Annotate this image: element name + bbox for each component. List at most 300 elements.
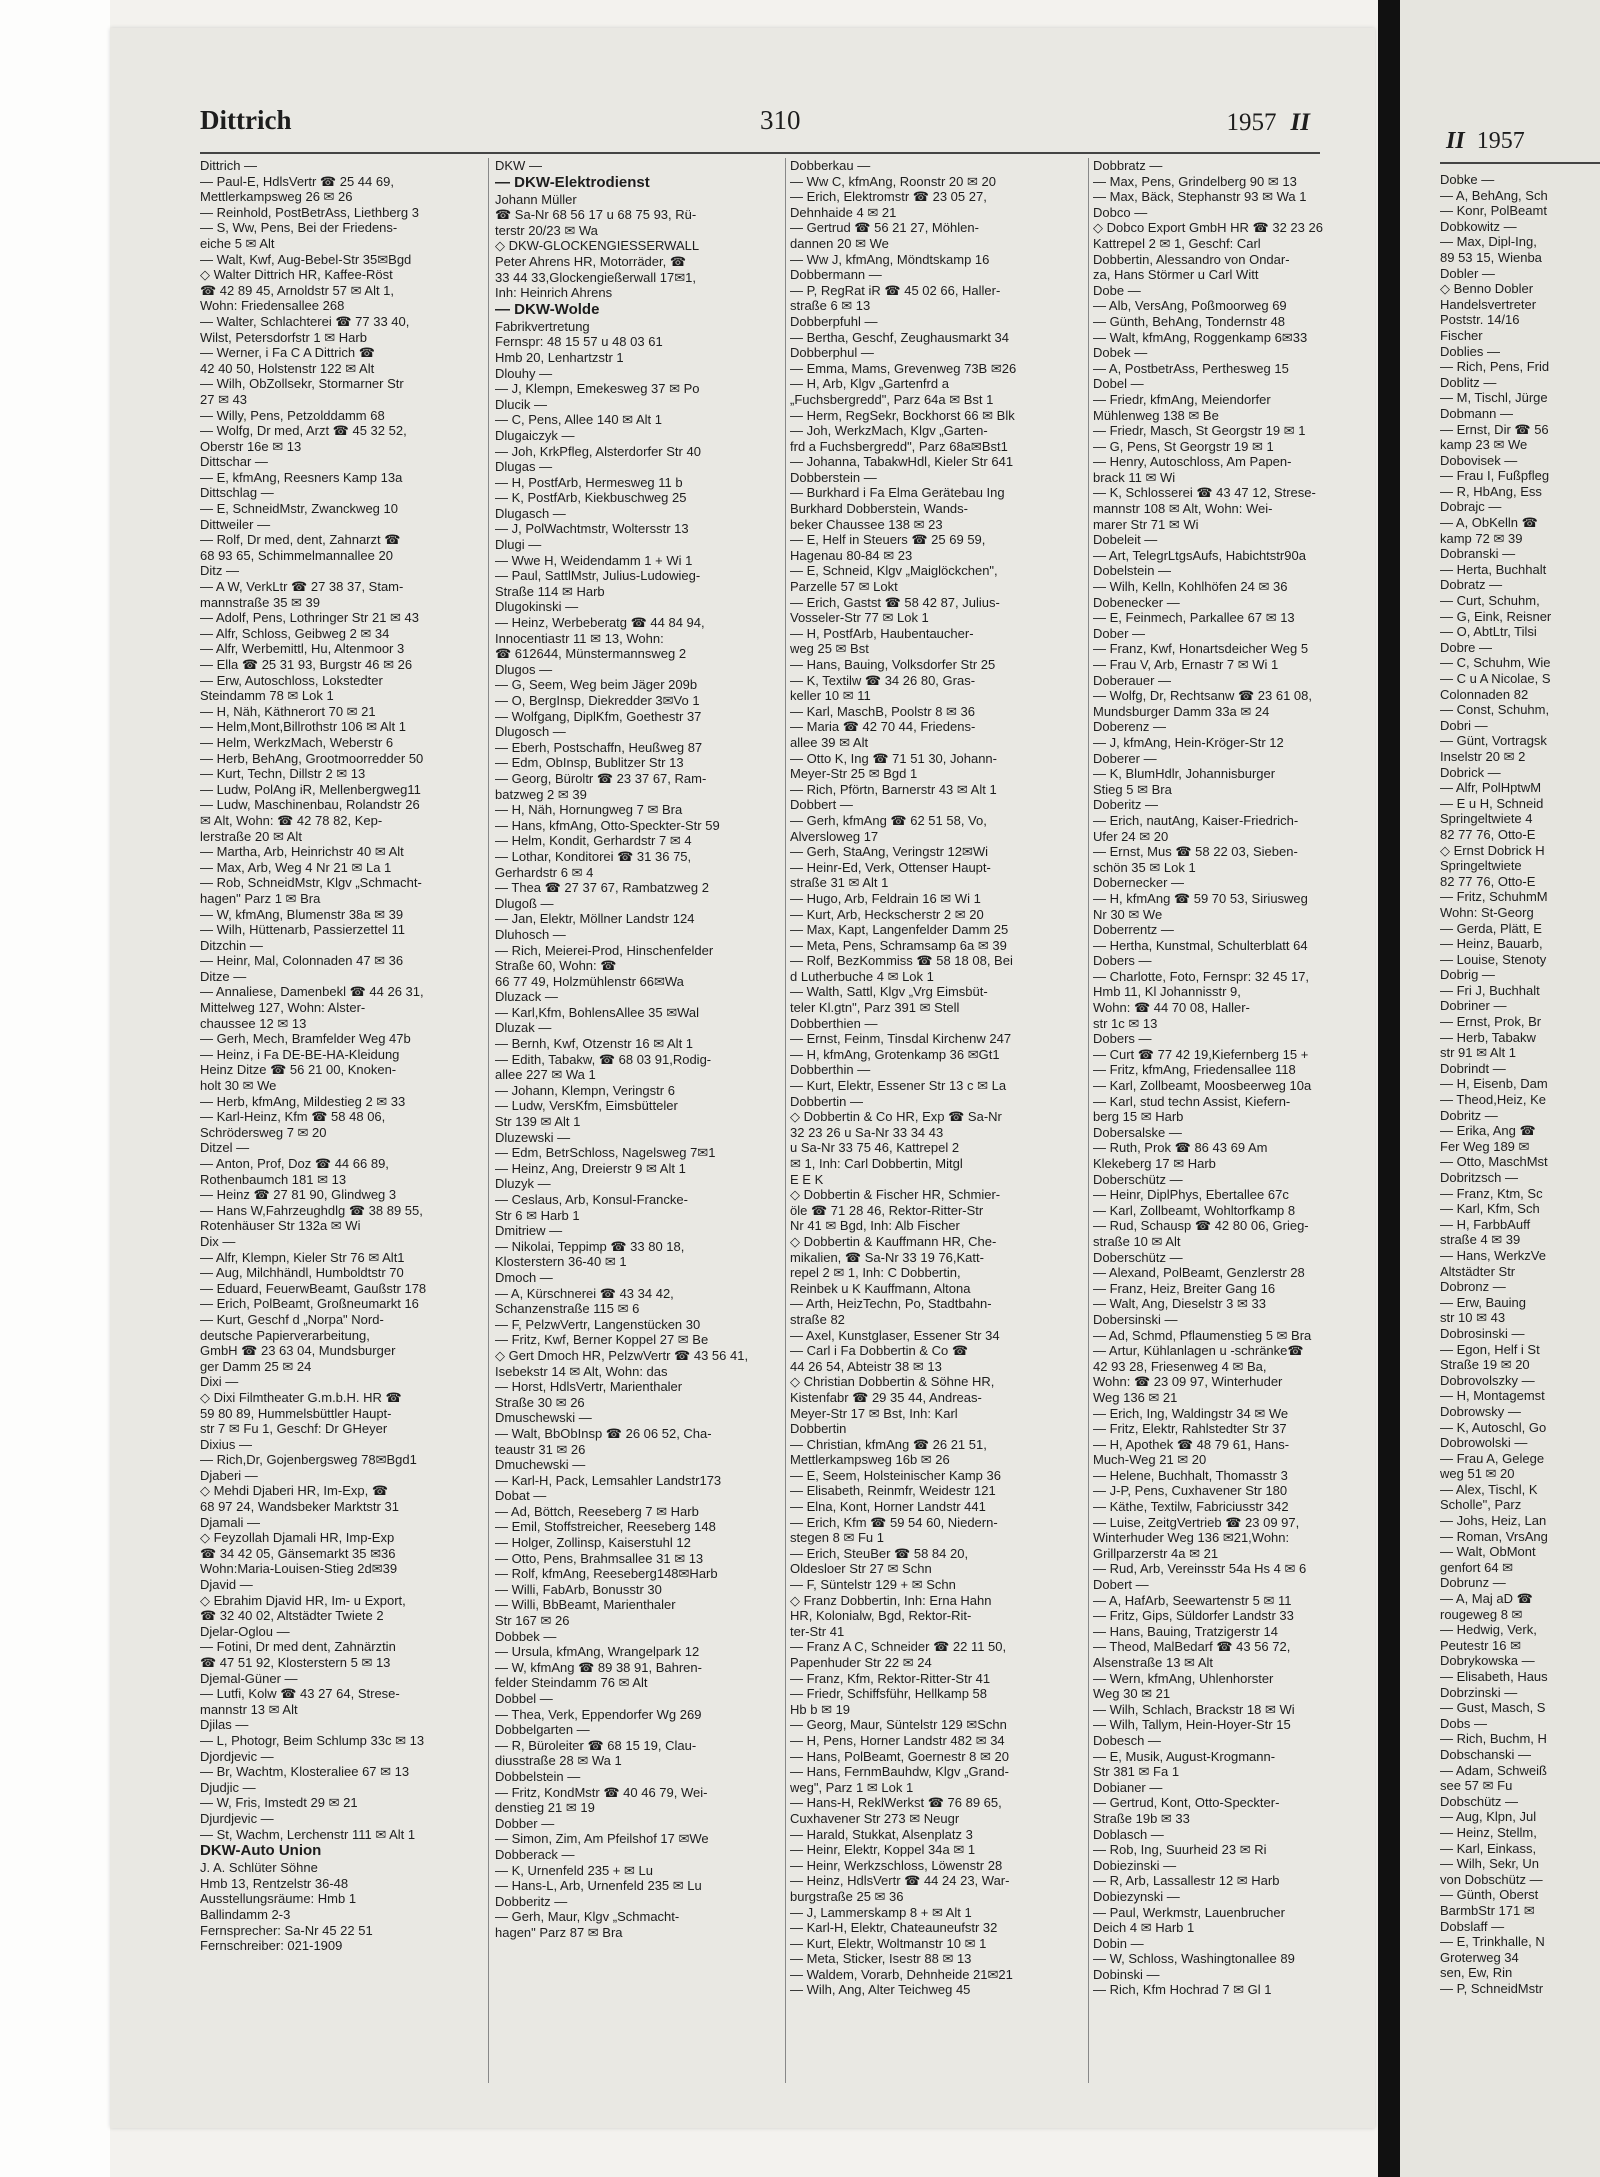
directory-entry: Nr 30 ✉ We [1093,906,1163,922]
directory-entry: Straße 60, Wohn: ☎ [495,958,617,974]
directory-entry: Isebekstr 14 ✉ Alt, Wohn: das [495,1363,668,1379]
directory-entry: — Gust, Masch, S [1440,1700,1546,1716]
directory-entry: — K, Autoschl, Go [1440,1419,1547,1435]
directory-entry: berg 15 ✉ Harb [1093,1109,1184,1125]
directory-entry: — Paul-E, HdlsVertr ☎ 25 44 69, [200,173,394,189]
directory-entry: ☎ Sa-Nr 68 56 17 u 68 75 93, Rü- [495,207,697,223]
year-label: 1957 [1226,109,1277,136]
directory-entry: ◇ DKW-GLOCKENGIESSERWALL [495,238,700,254]
directory-entry: — Karl-H, Elektr, Chateauneufstr 32 [790,1920,998,1936]
directory-entry: — Ww C, kfmAng, Roonstr 20 ✉ 20 [790,173,996,189]
directory-entry: — Curt, Schuhm, [1440,593,1540,609]
directory-entry: — Günth, Oberst [1440,1887,1539,1903]
directory-entry: — Rud, Schausp ☎ 42 80 06, Grieg- [1093,1218,1309,1234]
directory-entry: — Aug, Milchhändl, Humboldtstr 70 [200,1265,404,1281]
directory-entry: — Fritz, KondMstr ☎ 40 46 79, Wei- [495,1784,708,1800]
directory-entry: — Hans, WerkzVe [1440,1247,1546,1263]
directory-entry: marer Str 71 ✉ Wi [1093,516,1199,532]
directory-entry: ◇ Christian Dobbertin & Söhne HR, [790,1374,995,1390]
surname-heading: Dobinski — [1093,1966,1160,1982]
directory-entry: weg 25 ✉ Bst [790,641,869,657]
directory-entry: — Roman, VrsAng [1440,1528,1548,1544]
directory-entry: — Luise, ZeitgVertrieb ☎ 23 09 97, [1093,1514,1300,1530]
directory-entry: ☎ 47 51 92, Klosterstern 5 ✉ 13 [200,1655,391,1670]
directory-entry: Mittelweg 127, Wohn: Alster- [200,1000,366,1016]
directory-entry: — Helm, WerkzMach, Weberstr 6 [200,734,394,750]
directory-entry: — H, FarbbAuff [1440,1216,1531,1232]
page-number: 310 [760,105,801,135]
directory-entry: 68 97 24, Wandsbeker Marktstr 31 [200,1499,399,1515]
directory-entry: — Gertrud, Kont, Otto-Speckter- [1093,1795,1280,1811]
directory-entry: Winterhuder Weg 136 ✉21,Wohn: [1093,1530,1290,1546]
surname-heading: Dixius — [200,1436,253,1452]
directory-entry: — Walt, ObMont [1440,1544,1536,1560]
directory-entry: — Egon, Helf i St [1440,1341,1540,1357]
directory-entry: — Eduard, FeuerwBeamt, Gaußstr 178 [200,1280,427,1296]
directory-entry: Cuxhavener Str 273 ✉ Neugr [790,1810,960,1826]
directory-entry: Dobbertin [790,1421,847,1437]
directory-entry: — Gerh, Mech, Bramfelder Weg 47b [200,1031,411,1047]
directory-entry: — Ernst, Mus ☎ 58 22 03, Sieben- [1093,844,1298,860]
directory-entry: HR, Kolonialw, Bgd, Rektor-Rit- [790,1608,972,1624]
directory-entry: — R, HbAng, Ess [1440,483,1542,499]
directory-entry: — E, Helf in Steuers ☎ 25 69 59, [790,532,986,548]
directory-entry: — K, BlumHdlr, Johannisburger [1093,766,1276,782]
directory-entry: deutsche Papierverarbeitung, [200,1327,370,1343]
surname-heading: Dlouhy — [495,365,553,381]
directory-entry: — C, Schuhm, Wie [1440,655,1551,671]
directory-entry: — Ludw, VersKfm, Eimsbütteler [495,1098,678,1114]
directory-entry: — Wolfg, Dr, Rechtsanw ☎ 23 61 08, [1093,688,1312,704]
directory-entry: — Art, TelegrLtgsAufs, Habichtstr90a [1093,547,1306,563]
directory-entry: — Walt, Ang, Dieselstr 3 ✉ 33 [1093,1296,1266,1312]
directory-entry: — Gerh, StaAng, Veringstr 12✉Wi [790,844,989,860]
surname-heading: Djurdjevic — [200,1810,274,1826]
surname-heading: Dluzyk — [495,1176,551,1192]
directory-entry: — Kurt, Techn, Dillstr 2 ✉ 13 [200,766,366,782]
directory-entry: — Charlotte, Foto, Fernspr: 32 45 17, [1093,968,1310,984]
directory-entry: — Theod,Heiz, Ke [1440,1092,1546,1108]
directory-entry: — Hans-H, ReklWerkst ☎ 76 89 65, [790,1795,1002,1811]
surname-heading: Dobbratz — [1093,158,1163,173]
directory-entry: — Konr, PolBeamt [1440,203,1547,219]
directory-entry: Much-Weg 21 ✉ 20 [1093,1452,1207,1468]
directory-entry: Burkhard Dobberstein, Wands- [790,501,968,517]
directory-entry: — Elna, Kont, Horner Landstr 441 [790,1499,986,1515]
directory-entry: — Frau A, Gelege [1440,1450,1545,1466]
surname-heading: Djaberi — [200,1467,258,1483]
directory-entry: Wohn: Friedensallee 268 [200,298,345,314]
directory-entry: Oberstr 16e ✉ 13 [200,438,302,454]
directory-entry: — Alexand, PolBeamt, Genzlerstr 28 [1093,1265,1305,1281]
next-year-label: 1957 [1476,128,1525,154]
directory-entry: Str 6 ✉ Harb 1 [495,1207,580,1223]
directory-entry: — Heinr, Mal, Colonnaden 47 ✉ 36 [200,953,404,969]
directory-entry: Grillparzerstr 4a ✉ 21 [1093,1545,1219,1561]
directory-entry: — Hans, PolBeamt, Goernestr 8 ✉ 20 [790,1748,1009,1764]
directory-entry: — P, RegRat iR ☎ 45 02 66, Haller- [790,282,1001,298]
directory-entry: — A, PostbetrAss, Perthesweg 15 [1093,360,1289,376]
directory-entry: — Otto, Pens, Brahmsallee 31 ✉ 13 [495,1550,704,1566]
directory-entry: Steindamm 78 ✉ Lok 1 [200,688,334,704]
directory-entry: — Elisabeth, Haus [1440,1669,1548,1684]
directory-entry: repel 2 ✉ 1, Inh: C Dobbertin, [790,1265,961,1281]
surname-heading: Djemal-Güner — [200,1670,298,1686]
directory-entry: — Herm, RegSekr, Bockhorst 66 ✉ Blk [790,407,1015,423]
directory-entry: — Helm,Mont,Billrothstr 106 ✉ Alt 1 [200,719,406,735]
directory-entry: Papenhuder Str 22 ✉ 24 [790,1655,932,1670]
directory-entry: ◇ Dobbertin & Co HR, Exp ☎ Sa-Nr [790,1109,1002,1125]
surname-heading: Dobbelstein — [495,1768,581,1784]
surname-heading: Dittrich — [200,158,258,173]
directory-entry: — Ceslaus, Arb, Konsul-Francke- [495,1192,688,1207]
directory-entry: Rothenbaumch 181 ✉ 13 [200,1171,347,1187]
directory-entry: — G, Eink, Reisner [1440,608,1552,624]
surname-heading: Dobek — [1093,345,1148,361]
surname-heading: Dmuschewski — [495,1410,592,1426]
directory-entry: — R, Büroleiter ☎ 68 15 19, Clau- [495,1737,697,1753]
directory-entry: — A W, VerkLtr ☎ 27 38 37, Stam- [200,579,404,595]
directory-entry: — Willy, Pens, Petzolddamm 68 [200,407,385,423]
directory-entry: — Wolfg, Dr med, Arzt ☎ 45 32 52, [200,423,407,439]
directory-entry: — Käthe, Textilw, Fabriciusstr 342 [1093,1499,1289,1515]
surname-heading: Doberrentz — [1093,922,1174,938]
directory-entry: eiche 5 ✉ Alt [200,235,275,251]
directory-entry: Ufer 24 ✉ 20 [1093,828,1169,844]
directory-entry: — Hedwig, Verk, [1440,1622,1537,1638]
directory-entry: — Adolf, Pens, Lothringer Str 21 ✉ 43 [200,610,420,626]
directory-entry: — K, Urnenfeld 235 + ✉ Lu [495,1862,653,1878]
surname-heading: Dobranski — [1440,546,1516,562]
directory-entry: holt 30 ✉ We [200,1078,277,1094]
directory-entry: — Henry, Autoschloss, Am Papen- [1093,454,1292,470]
directory-entry: „Fuchsbergredd", Parz 64a ✉ Bst 1 [790,391,994,407]
directory-entry: — Wern, kfmAng, Uhlenhorster [1093,1670,1274,1686]
directory-entry: — Simon, Zim, Am Pfeilshof 17 ✉We [495,1831,709,1847]
directory-entry: — Friedr, Masch, St Georgstr 19 ✉ 1 [1093,423,1306,439]
surname-heading: Dobiezynski — [1093,1888,1180,1904]
directory-entry: ◇ Dobbertin & Kauffmann HR, Che- [790,1233,997,1249]
directory-entry: dannen 20 ✉ We [790,235,889,251]
directory-entry: — Wilh, Sekr, Un [1440,1856,1539,1872]
surname-heading: Dobratz — [1440,577,1503,593]
directory-entry: — Max, Pens, Grindelberg 90 ✉ 13 [1093,173,1297,189]
surname-heading: Djavid — [200,1577,253,1593]
directory-entry: — Heinz, Ang, Dreierstr 9 ✉ Alt 1 [495,1160,686,1176]
directory-entry: — Artur, Kühlanlagen u -schränke☎ [1093,1343,1304,1359]
directory-entry: — Adam, Schweiß [1440,1762,1547,1778]
directory-entry: — Heinr, Elektr, Koppel 34a ✉ 1 [790,1842,976,1858]
directory-entry: Peutestr 16 ✉ [1440,1637,1521,1653]
directory-entry: ◇ Mehdi Djaberi HR, Im-Exp, ☎ [200,1483,389,1499]
next-part-label: II [1446,128,1465,154]
directory-entry: — Günth, BehAng, Tondernstr 48 [1093,313,1285,329]
directory-entry: — Wilh, Ang, Alter Teichweg 45 [790,1982,971,1998]
surname-heading: Dobelstein — [1093,563,1172,579]
directory-entry: see 57 ✉ Fu [1440,1778,1513,1794]
surname-heading: Dobberitz — [495,1893,568,1909]
next-page-header [1446,128,1525,155]
directory-entry: — H, Eisenb, Dam [1440,1076,1548,1092]
surname-heading: Dluhosch — [495,926,566,942]
directory-entry: — Aug, Klpn, Jul [1440,1809,1537,1825]
directory-entry: — Alb, VersAng, Poßmoorweg 69 [1093,298,1287,314]
directory-entry: — Karl, Zollbeamt, Moosbeerweg 10a [1093,1078,1312,1094]
directory-entry: — Georg, Büroltr ☎ 23 37 67, Ram- [495,770,707,786]
directory-entry: — Franz, Kfm, Rektor-Ritter-Str 41 [790,1670,991,1686]
surname-heading: Dobco — [1093,204,1148,220]
directory-entry: — Alfr, Klempn, Kieler Str 76 ✉ Alt1 [200,1249,405,1265]
directory-entry: ter-Str 41 [790,1623,845,1639]
directory-entry: — Alex, Tischl, K [1440,1481,1538,1497]
surname-heading: Doberschütz — [1093,1171,1183,1187]
directory-entry: Reinbek u K Kauffmann, Altona [790,1280,971,1296]
directory-entry: Rotenhäuser Str 132a ✉ Wi [200,1218,361,1234]
surname-heading: Dmuchewski — [495,1457,586,1473]
directory-entry: — Rich, Pförtn, Barnerstr 43 ✉ Alt 1 [790,781,997,797]
directory-entry: terstr 20/23 ✉ Wa [495,222,598,238]
directory-entry: — Ernst, Feinm, Tinsdal Kirchenw 247 [790,1031,1012,1047]
directory-entry: — Alfr, Schloss, Geibweg 2 ✉ 34 [200,625,390,641]
directory-entry: — Hans, kfmAng, Otto-Speckter-Str 59 [495,817,720,833]
directory-entry: Mühlenweg 138 ✉ Be [1093,407,1219,423]
surname-heading: Dittweiler — [200,516,271,532]
directory-entry: — Paul, SattlMstr, Julius-Ludowieg- [495,568,701,584]
directory-entry: Str 139 ✉ Alt 1 [495,1114,581,1130]
surname-heading: Dobritz — [1440,1107,1498,1123]
directory-entry: 44 26 54, Abteistr 38 ✉ 13 [790,1358,942,1374]
directory-entry: — Rolf, BezKommiss ☎ 58 18 08, Bei [790,953,1013,969]
directory-entry: — Wilh, Schlach, Brackstr 18 ✉ Wi [1093,1701,1295,1717]
directory-entry: — Elisabeth, Reinmfr, Weidestr 121 [790,1483,996,1499]
directory-entry: Hb b ✉ 19 [790,1701,851,1717]
book-gutter [1378,0,1400,2177]
directory-entry: keller 10 ✉ 11 [790,688,871,704]
surname-heading: Dobrykowska — [1440,1653,1535,1669]
directory-entry: Wilst, Petersdorfstr 1 ✉ Harb [200,329,367,345]
directory-entry: — A, Maj aD ☎ [1440,1591,1533,1607]
directory-entry: — Günt, Vortragsk [1440,733,1547,749]
surname-heading: Dobschanski — [1440,1746,1532,1762]
directory-entry: — Wolfgang, DiplKfm, Goethestr 37 [495,708,702,724]
directory-entry: — M, Tischl, Jürge [1440,390,1548,406]
directory-entry: — Hans, Bauing, Tratzigerstr 14 [1093,1623,1278,1639]
directory-entry: — H, Apothek ☎ 48 79 61, Hans- [1093,1436,1290,1452]
directory-entry: — Ruth, Prok ☎ 86 43 69 Am [1093,1140,1268,1156]
directory-entry: ◇ Dobco Export GmbH HR ☎ 32 23 26 [1093,220,1323,236]
directory-column-3 [790,158,1080,2088]
directory-entry: — Fritz, Gips, Süldorfer Landstr 33 [1093,1608,1294,1624]
directory-entry: ◇ Walter Dittrich HR, Kaffee-Röst [200,267,393,283]
directory-entry: — Franz A C, Schneider ☎ 22 11 50, [790,1639,1007,1655]
directory-entry: Meyer-Str 17 ✉ Bst, Inh: Karl [790,1405,958,1421]
directory-entry: — Werner, i Fa C A Dittrich ☎ [200,345,375,361]
directory-entry: — Lothar, Konditorei ☎ 31 36 75, [495,848,692,864]
surname-heading: Doblies — [1440,343,1500,359]
surname-heading: Dlugosch — [495,724,566,740]
directory-entry: ☎ 42 89 45, Arnoldstr 57 ✉ Alt 1, [200,282,395,298]
directory-entry: GmbH ☎ 23 63 04, Mundsburger [200,1343,396,1359]
directory-entry: — Friedr, kfmAng, Meiendorfer [1093,391,1271,407]
surname-heading: Dobber — [495,1815,555,1831]
surname-heading: Ditzchin — [200,937,263,953]
directory-entry: — G, Pens, St Georgstr 19 ✉ 1 [1093,438,1274,454]
directory-entry: — Georg, Maur, Süntelstr 129 ✉Schn [790,1717,1007,1733]
directory-entry: chaussee 12 ✉ 13 [200,1015,307,1031]
directory-entry: — F, PelzwVertr, Langenstücken 30 [495,1316,701,1332]
directory-entry: — Harald, Stukkat, Alsenplatz 3 [790,1826,973,1842]
directory-entry: ◇ Ernst Dobrick H [1440,842,1545,858]
directory-entry: Straße 19b ✉ 33 [1093,1810,1190,1826]
surname-heading: Dobesch — [1093,1732,1161,1748]
surname-heading: Dobbermann — [790,267,882,283]
directory-entry: — A, BehAng, Sch [1440,187,1548,203]
directory-entry: — K, Textilw ☎ 34 26 80, Gras- [790,672,976,688]
directory-entry: — F, Süntelstr 129 + ✉ Schn [790,1577,956,1593]
directory-entry: 82 77 76, Otto-E [1440,826,1536,842]
directory-entry: diusstraße 28 ✉ Wa 1 [495,1753,622,1769]
directory-entry: — H, Näh, Käthnerort 70 ✉ 21 [200,703,376,719]
surname-heading: Dlugas — [495,459,553,475]
surname-heading: Doberer — [1093,750,1157,766]
surname-heading: Dobriner — [1440,998,1507,1014]
directory-entry: mikalien, ☎ Sa-Nr 33 19 76,Katt- [790,1249,984,1265]
surname-heading: Ditze — [200,968,247,984]
directory-entry: Vosseler-Str 77 ✉ Lok 1 [790,610,929,626]
directory-entry: — Max, Bäck, Stephanstr 93 ✉ Wa 1 [1093,189,1307,205]
directory-entry: str 91 ✉ Alt 1 [1440,1045,1516,1061]
directory-entry: — Thea ☎ 27 37 67, Rambatzweg 2 [495,880,709,896]
directory-entry: — E, Seem, Holsteinischer Kamp 36 [790,1467,1001,1483]
directory-entry: Wohn:Maria-Louisen-Stieg 2d✉39 [200,1561,398,1577]
surname-heading: Djilas — [200,1717,249,1733]
surname-heading: Dlugoß — [495,895,554,911]
directory-entry: — Fritz, Kwf, Berner Koppel 27 ✉ Be [495,1332,709,1348]
surname-heading: Ditz — [200,563,239,579]
surname-heading: Dobernecker — [1093,875,1185,891]
directory-entry: — Erika, Ang ☎ [1440,1123,1536,1139]
directory-entry: — Johann, Klempn, Veringstr 6 [495,1082,675,1098]
directory-entry: DKW-Auto Union [200,1842,322,1860]
directory-entry: ◇ Dobbertin & Fischer HR, Schmier- [790,1187,1001,1203]
directory-entry: — Rob, SchneidMstr, Klgv „Schmacht- [200,875,422,891]
directory-entry: — Hans W,Fahrzeughdlg ☎ 38 89 55, [200,1202,423,1218]
directory-entry: — Eberh, Postschaffn, Heußweg 87 [495,739,703,755]
directory-entry: Straße 114 ✉ Harb [495,583,605,599]
directory-entry: öle ☎ 71 28 46, Rektor-Ritter-Str [790,1202,984,1218]
directory-entry: Mundsburger Damm 33a ✉ 24 [1093,703,1270,719]
surname-heading: Dobronz — [1440,1279,1506,1295]
directory-entry: — Ursula, kfmAng, Wrangelpark 12 [495,1644,700,1660]
directory-entry: Hmb 13, Rentzelstr 36-48 [200,1875,349,1891]
directory-entry: — E, Feinmech, Parkallee 67 ✉ 13 [1093,610,1295,626]
directory-entry: — Fotini, Dr med dent, Zahnärztin [200,1639,396,1655]
directory-entry: 68 93 65, Schimmelmannallee 20 [200,547,393,563]
directory-entry: Gerhardstr 6 ✉ 4 [495,864,594,880]
directory-entry: straße 6 ✉ 13 [790,298,871,314]
directory-entry: schön 35 ✉ Lok 1 [1093,859,1196,875]
directory-entry: Schrödersweg 7 ✉ 20 [200,1124,327,1140]
surname-heading: Dobrunz — [1440,1575,1506,1591]
surname-heading: Dobberkau — [790,158,871,173]
directory-entry: — Lutfi, Kolw ☎ 43 27 64, Strese- [200,1686,400,1702]
part-label: II [1290,109,1310,136]
directory-entry: — Heinr, Werkzschloss, Löwenstr 28 [790,1857,1003,1873]
scan-margin [0,0,110,2177]
surname-heading: Doblitz — [1440,374,1497,390]
surname-heading: Dober — [1093,625,1146,641]
directory-entry: mannstraße 35 ✉ 39 [200,594,321,610]
running-head-name: Dittrich [200,105,292,135]
directory-entry: — R, Arb, Lassallestr 12 ✉ Harb [1093,1873,1280,1889]
directory-entry: — H, Pens, Horner Landstr 482 ✉ 34 [790,1732,1005,1748]
directory-entry: — Rob, Ing, Suurheid 23 ✉ Ri [1093,1842,1267,1858]
surname-heading: Dobersalske — [1093,1124,1182,1140]
directory-entry: — Kurt, Geschf d „Norpa" Nord- [200,1311,384,1327]
directory-entry: Hmb 20, Lenhartzstr 1 [495,349,624,365]
surname-heading: Dobberpfuhl — [790,313,878,329]
directory-entry: — E u H, Schneid [1440,795,1544,811]
directory-entry: — Ad, Schmd, Pflaumenstieg 5 ✉ Bra [1093,1327,1312,1343]
surname-heading: Dobberack — [495,1846,575,1862]
directory-entry: — Jan, Elektr, Möllner Landstr 124 [495,911,695,927]
directory-entry: ◇ Franz Dobbertin, Inh: Erna Hahn [790,1592,992,1608]
directory-entry: kamp 72 ✉ 39 [1440,530,1523,546]
surname-heading: Dobke — [1440,172,1495,187]
surname-heading: von Dobschütz — [1440,1871,1543,1887]
directory-entry: Mettlerkampsweg 16b ✉ 26 [790,1452,950,1468]
directory-entry: sen, Ew, Rin [1440,1965,1513,1981]
directory-entry: — Willi, BbBeamt, Marienthaler [495,1597,676,1613]
column-divider [785,158,786,2083]
directory-entry: — A, Kürschnerei ☎ 43 34 42, [495,1285,674,1301]
directory-entry: Dehnhaide 4 ✉ 21 [790,204,897,220]
next-header-rule [1440,162,1600,164]
directory-entry: Nr 41 ✉ Bgd, Inh: Alb Fischer [790,1218,960,1234]
surname-heading: Dobbelgarten — [495,1722,590,1738]
surname-heading: Dobslaff — [1440,1918,1505,1934]
directory-entry: 82 77 76, Otto-E [1440,873,1536,889]
surname-heading: Dobianer — [1093,1779,1163,1795]
directory-entry: lerstraße 20 ✉ Alt [200,828,302,844]
directory-entry: — Joh, KrkPfleg, Alsterdorfer Str 40 [495,443,701,459]
directory-entry: Poststr. 14/16 [1440,312,1520,328]
directory-entry: — Maria ☎ 42 70 44, Friedens- [790,719,976,735]
directory-entry: — Anton, Prof, Doz ☎ 44 66 89, [200,1156,389,1171]
directory-entry: denstieg 21 ✉ 19 [495,1800,595,1816]
surname-heading: Doberschütz — [1093,1249,1183,1265]
directory-entry: — W, Schloss, Washingtonallee 89 [1093,1951,1295,1967]
directory-entry: — Herb, kfmAng, Mildestieg 2 ✉ 33 [200,1093,406,1109]
directory-entry: — Ella ☎ 25 31 93, Burgstr 46 ✉ 26 [200,657,413,672]
directory-entry: straße 82 [790,1311,845,1327]
surname-heading: Doberitz — [1093,797,1159,813]
directory-entry: — Walth, Sattl, Klgv „Vrg Eimsbüt- [790,984,988,1000]
directory-entry: — Walter, Schlachterei ☎ 77 33 40, [200,313,410,329]
directory-entry: — S, Ww, Pens, Bei der Friedens- [200,220,398,236]
directory-entry: ◇ Gert Dmoch HR, PelzwVertr ☎ 43 56 41, [495,1347,749,1363]
directory-entry: — Rich,Dr, Gojenbergsweg 78✉Bgd1 [200,1452,417,1468]
directory-entry: 66 77 49, Holzmühlenstr 66✉Wa [495,973,684,989]
directory-entry: — W, kfmAng, Blumenstr 38a ✉ 39 [200,906,404,922]
directory-entry: Fischer [1440,327,1483,343]
directory-entry: 32 23 26 u Sa-Nr 33 34 43 [790,1124,944,1140]
directory-entry: — Gerh, Maur, Klgv „Schmacht- [495,1909,680,1925]
surname-heading: Dluzewski — [495,1129,571,1145]
directory-entry: Straße 30 ✉ 26 [495,1394,585,1410]
directory-entry: Alsenstraße 13 ✉ Alt [1093,1655,1214,1670]
surname-heading: Dluzack — [495,989,558,1005]
